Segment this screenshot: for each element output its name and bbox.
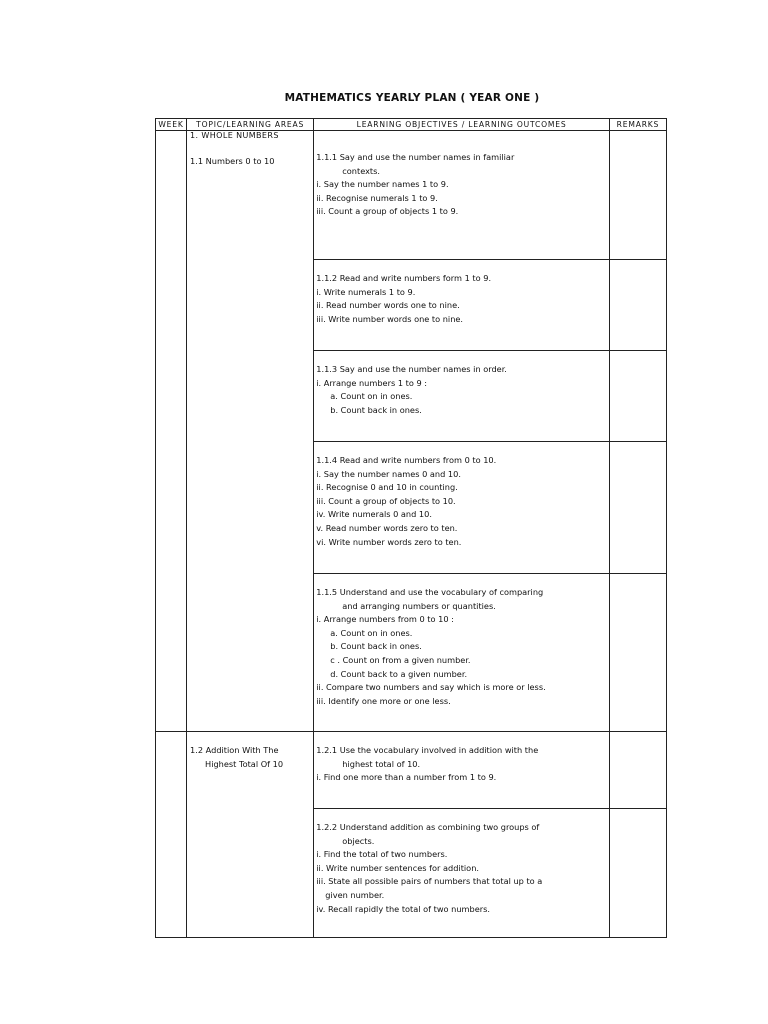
objective-line: i. Write numerals 1 to 9.: [316, 286, 416, 297]
objective-line: i. Say the number names 0 and 10.: [316, 468, 461, 479]
remarks-cell: [609, 131, 666, 260]
week-header: WEEK: [156, 119, 187, 131]
objective-line: 1.1.5 Understand and use the vocabulary of comparing: [316, 587, 544, 597]
objective-line: i. Arrange numbers 1 to 9 :: [316, 377, 428, 388]
objective-line: ii. Compare two numbers and say which is more or less.: [316, 682, 546, 693]
topic-label: 1.1 Numbers 0 to 10: [190, 156, 275, 166]
page-title: MATHEMATICS YEARLY PLAN ( YEAR ONE ): [284, 92, 540, 104]
objective-line: 1.2.1 Use the vocabulary involved in addition with the: [316, 745, 539, 755]
objective-line: b. Count back in ones.: [330, 641, 422, 652]
objective-line: i. Say the number names 1 to 9.: [316, 179, 449, 190]
objective-line: iii. Identify one more or one less.: [316, 695, 451, 706]
objective-line: a. Count on in ones.: [330, 391, 413, 402]
objective-line: i. Arrange numbers from 0 to 10 :: [316, 614, 454, 625]
remarks-cell: [609, 574, 666, 732]
objective-cell: [314, 732, 610, 809]
objective-line: i. Find the total of two numbers.: [316, 849, 448, 860]
objective-line: c . Count on from a given number.: [330, 654, 471, 665]
objective-line: vi. Write number words zero to ten.: [316, 536, 462, 547]
topic-cell: [187, 732, 314, 938]
remarks-header: REMARKS: [609, 119, 666, 131]
remarks-cell: [609, 732, 666, 809]
objective-line: d. Count back to a given number.: [330, 668, 468, 679]
objective-line: i. Find one more than a number from 1 to 9.: [316, 772, 497, 783]
topic-label: 1.2 Addition With The: [190, 745, 279, 755]
objective-line: given number.: [325, 889, 385, 900]
objective-line: b. Count back in ones.: [330, 404, 422, 415]
objective-line: iv. Write numerals 0 and 10.: [316, 509, 432, 520]
objective-line: objects.: [342, 835, 375, 846]
objective-line: iii. Count a group of objects to 10.: [316, 495, 456, 506]
objective-cell: [314, 574, 610, 732]
objective-line: highest total of 10.: [342, 758, 421, 769]
objective-line: ii. Read number words one to nine.: [316, 300, 460, 311]
objective-line: 1.1.1 Say and use the number names in familiar: [316, 152, 515, 162]
objective-line: and arranging numbers or quantities.: [342, 600, 496, 611]
objective-cell: [314, 260, 610, 351]
header-row: [156, 119, 667, 131]
objective-line: ii. Recognise 0 and 10 in counting.: [316, 482, 458, 493]
objective-line: iii. Write number words one to nine.: [316, 313, 464, 324]
objective-line: 1.1.3 Say and use the number names in order.: [316, 364, 507, 374]
remarks-cell: [609, 442, 666, 574]
remarks-cell: [609, 351, 666, 442]
topic-header: TOPIC/LEARNING AREAS: [187, 119, 314, 131]
objective-line: ii. Write number sentences for addition.: [316, 862, 479, 873]
topic-cell: [187, 131, 314, 732]
objectives-header: LEARNING OBJECTIVES / LEARNING OUTCOMES: [314, 119, 610, 131]
remarks-cell: [609, 809, 666, 938]
week-cell: [156, 131, 187, 732]
objective-line: 1.1.4 Read and write numbers from 0 to 10.: [316, 455, 497, 465]
objective-line: iv. Recall rapidly the total of two numbers.: [316, 903, 490, 914]
objective-cell: [314, 809, 610, 938]
table-row: [156, 131, 667, 260]
topic-label-line: Highest Total Of 10: [205, 758, 284, 769]
objective-line: 1.1.2 Read and write numbers form 1 to 9.: [316, 273, 492, 283]
yearly-plan-table: [155, 118, 667, 938]
objective-cell: [314, 442, 610, 574]
objective-line: contexts.: [342, 165, 381, 176]
table-row: [156, 732, 667, 809]
objective-line: a. Count on in ones.: [330, 627, 413, 638]
topic-heading: 1. WHOLE NUMBERS: [190, 131, 279, 140]
week-cell: [156, 732, 187, 938]
objective-line: 1.2.2 Understand addition as combining two groups of: [316, 822, 540, 832]
objective-line: ii. Recognise numerals 1 to 9.: [316, 192, 438, 203]
objective-line: iii. State all possible pairs of numbers that total up to a: [316, 876, 543, 887]
objective-cell: [314, 131, 610, 260]
remarks-cell: [609, 260, 666, 351]
objective-line: v. Read number words zero to ten.: [316, 522, 458, 533]
objective-cell: [314, 351, 610, 442]
objective-line: iii. Count a group of objects 1 to 9.: [316, 206, 459, 217]
